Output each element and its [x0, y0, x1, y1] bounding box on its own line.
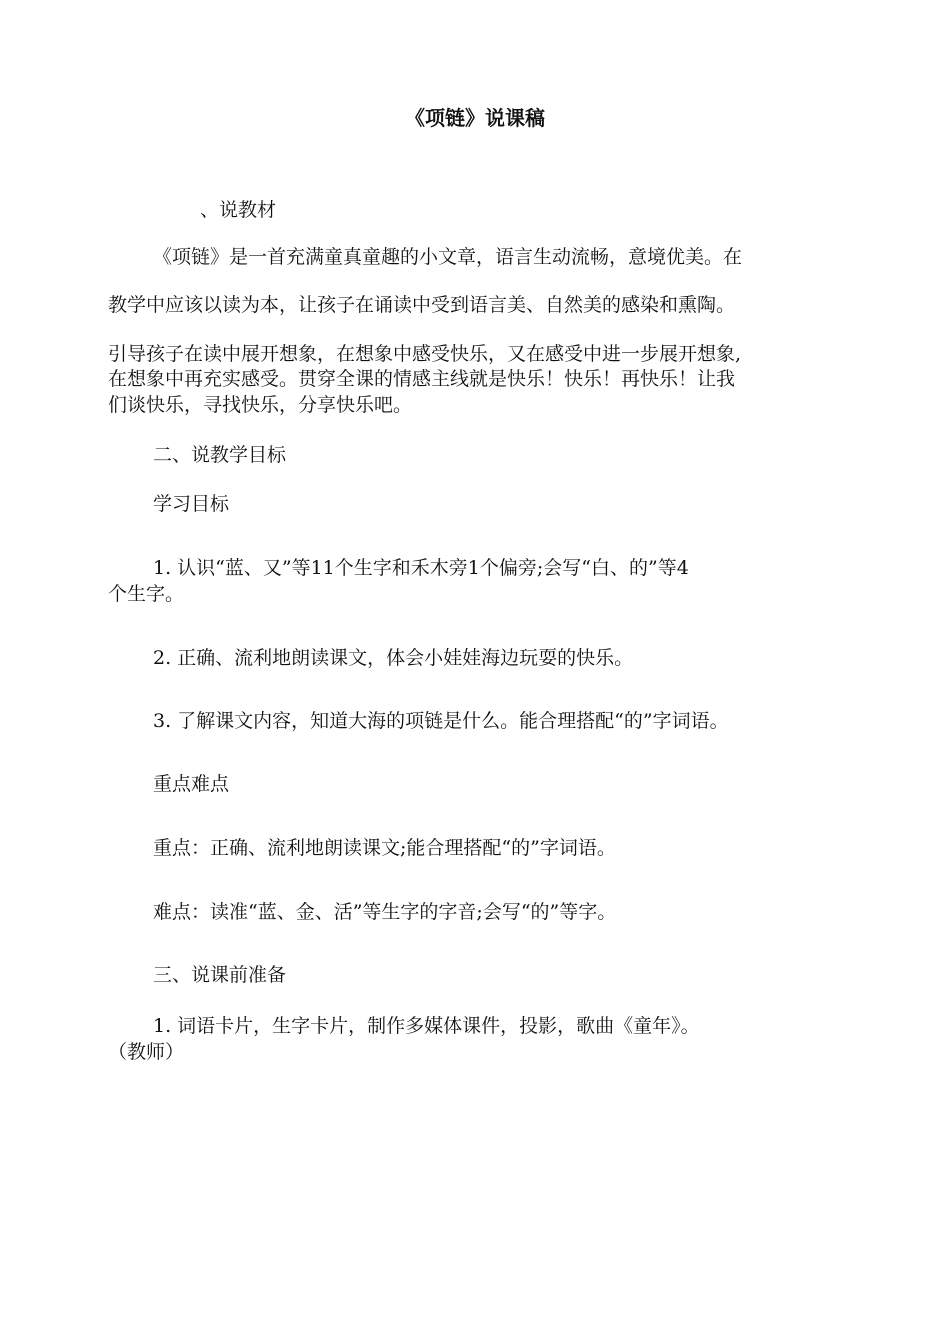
- goal-1-line-2: 个生字。: [108, 583, 185, 605]
- goal-1-line-1: 1. 认识“蓝、又”等11个生字和禾木旁1个偏旁;会写“白、的”等4: [153, 557, 689, 579]
- section-1-paragraph-line-4: 在想象中再充实感受。贯穿全课的情感主线就是快乐！快乐！再快乐！让我: [108, 368, 736, 390]
- difficult-point: 难点：读准“蓝、金、活”等生字的字音;会写“的”等字。: [153, 901, 617, 923]
- prep-1-line-1: 1. 词语卡片，生字卡片，制作多媒体课件，投影，歌曲《童年》。: [153, 1015, 700, 1037]
- section-1-paragraph-line-5: 们谈快乐，寻找快乐，分享快乐吧。: [108, 394, 413, 416]
- section-1-heading: 、说教材: [200, 199, 277, 221]
- goal-2: 2. 正确、流利地朗读课文，体会小娃娃海边玩耍的快乐。: [153, 647, 634, 669]
- section-2-heading: 二、说教学目标: [153, 444, 287, 466]
- section-3-heading: 三、说课前准备: [153, 964, 287, 986]
- key-difficult-subheading: 重点难点: [153, 773, 230, 795]
- section-1-paragraph-line-2: 教学中应该以读为本，让孩子在诵读中受到语言美、自然美的感染和熏陶。: [108, 294, 736, 316]
- section-1-paragraph-line-1: 《项链》是一首充满童真童趣的小文章，语言生动流畅，意境优美。在: [153, 246, 743, 268]
- prep-1-line-2: （教师）: [108, 1041, 185, 1063]
- section-1-paragraph-line-3: 引导孩子在读中展开想象，在想象中感受快乐，又在感受中进一步展开想象,: [108, 343, 742, 365]
- document-title: 《项链》说课稿: [405, 106, 545, 130]
- goal-3: 3. 了解课文内容，知道大海的项链是什么。能合理搭配“的”字词语。: [153, 710, 729, 732]
- learning-goals-subheading: 学习目标: [153, 493, 230, 515]
- key-point: 重点：正确、流利地朗读课文;能合理搭配“的”字词语。: [153, 837, 616, 859]
